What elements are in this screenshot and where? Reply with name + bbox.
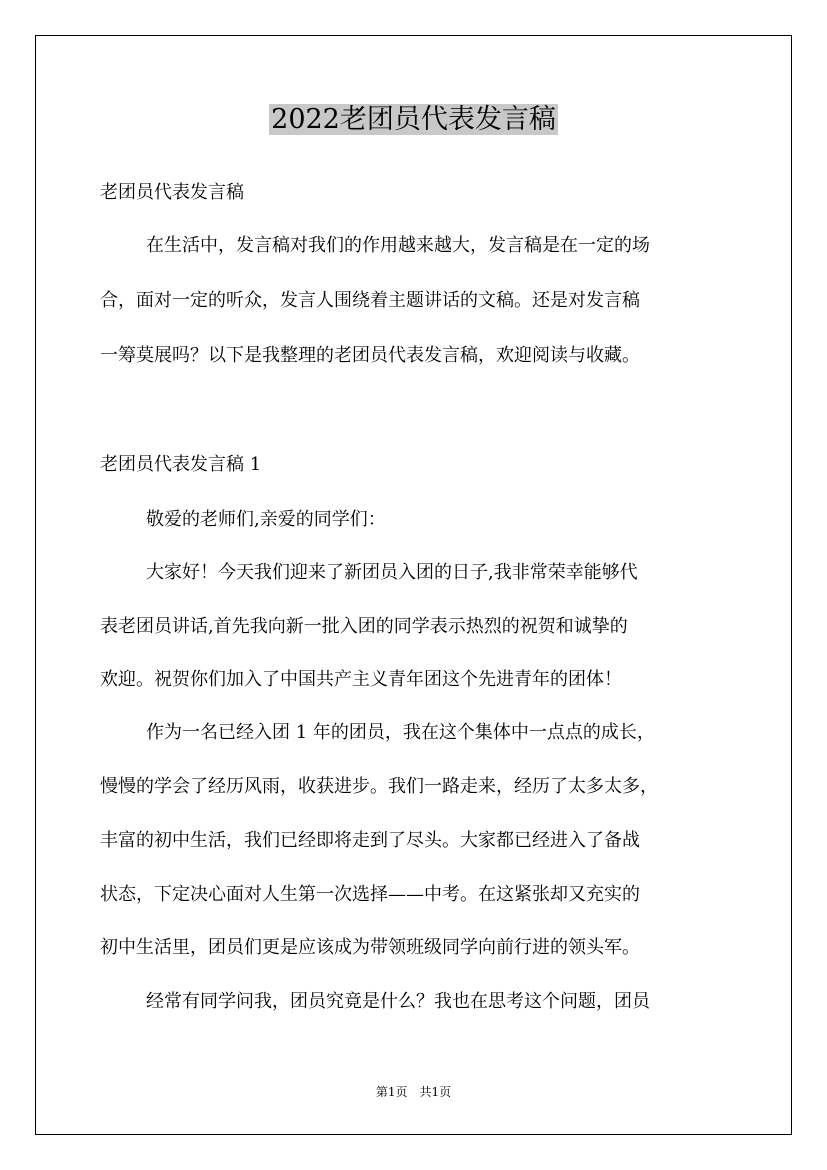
document-title-text: 2022老团员代表发言稿	[271, 104, 556, 135]
body-line-1: 大家好！今天我们迎来了新团员入团的日子,我非常荣幸能够代	[146, 562, 638, 583]
section-heading: 老团员代表发言稿 1	[100, 454, 262, 475]
salutation: 敬爱的老师们,亲爱的同学们：	[146, 509, 386, 530]
document-title	[0, 100, 827, 140]
body-line-9: 经常有同学问我，团员究竟是什么？我也在思考这个问题，团员	[146, 991, 650, 1012]
intro-line-3: 一筹莫展吗？以下是我整理的老团员代表发言稿，欢迎阅读与收藏。	[100, 345, 640, 366]
page-footer: 第1页 共1页	[375, 1085, 452, 1099]
body-line-4: 作为一名已经入团 1 年的团员，我在这个集体中一点点的成长，	[146, 722, 655, 743]
body-line-2: 表老团员讲话,首先我向新一批入团的同学表示热烈的祝贺和诚挚的	[100, 616, 628, 637]
body-line-8: 初中生活里，团员们更是应该成为带领班级同学向前行进的领头军。	[100, 937, 640, 958]
body-line-3: 欢迎。祝贺你们加入了中国共产主义青年团这个先进青年的团体！	[100, 669, 622, 690]
intro-line-2: 合，面对一定的听众，发言人围绕着主题讲话的文稿。还是对发言稿	[100, 290, 640, 311]
body-line-5: 慢慢的学会了经历风雨，收获进步。我们一路走来，经历了太多太多，	[100, 776, 658, 797]
body-line-7: 状态，下定决心面对人生第一次选择——中考。在这紧张却又充实的	[100, 884, 640, 905]
intro-line-1: 在生活中，发言稿对我们的作用越来越大，发言稿是在一定的场	[146, 235, 650, 256]
intro-heading: 老团员代表发言稿	[100, 182, 244, 203]
body-line-6: 丰富的初中生活，我们已经即将走到了尽头。大家都已经进入了备战	[100, 830, 640, 851]
